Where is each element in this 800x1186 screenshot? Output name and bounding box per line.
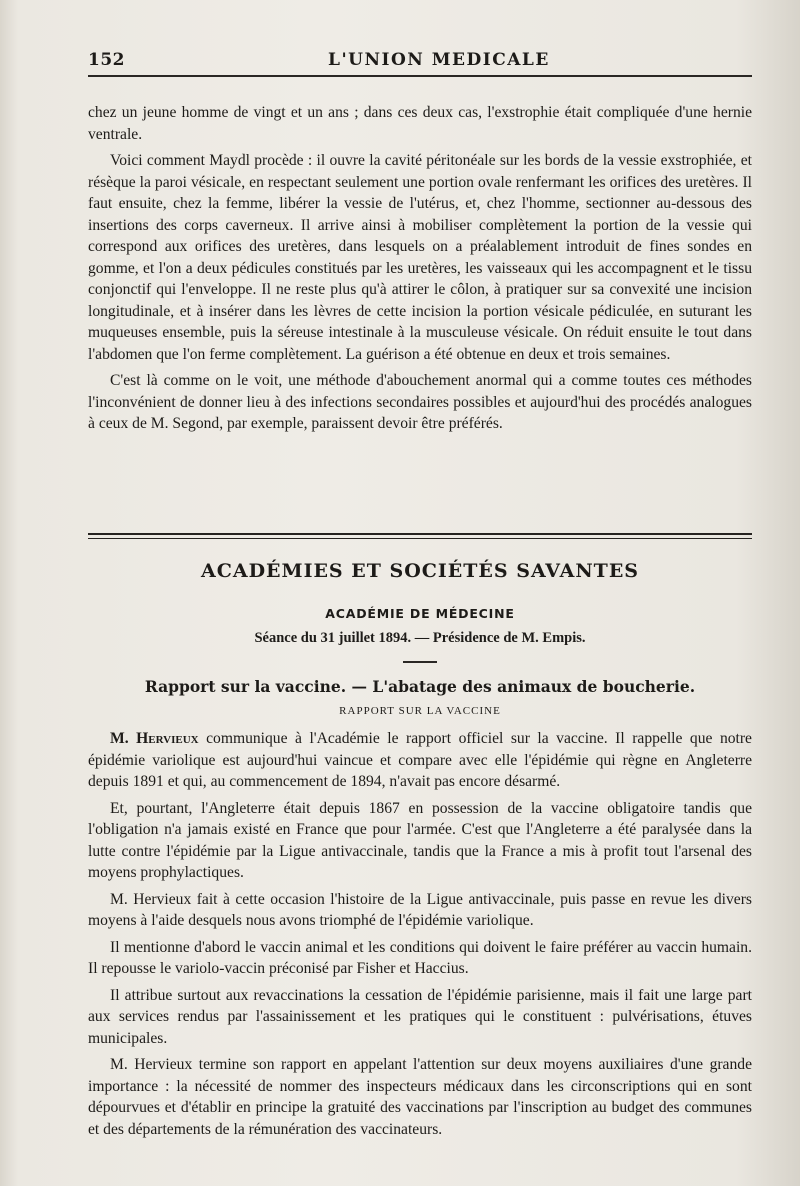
report-title: Rapport sur la vaccine. — L'abatage des animaux de boucherie. [144,677,696,696]
journal-title: L'UNION MEDICALE [328,50,550,70]
speaker-name: M. Hervieux [110,730,199,747]
report-subtitle: RAPPORT SUR LA VACCINE [339,705,501,717]
paragraph-text: communique à l'Académie le rapport officiel sur la vaccine. Il rappelle que notre épidémie variolique est aujourd'hui vaincue et compare avec elle l'épidémie qui règne en Angleterre depuis 1891 et qui, au commencement de 1894, n'avait pas encore désarmé. [88,730,752,790]
seance-line: Séance du 31 juillet 1894. — Présidence de M. Empis. [254,630,586,646]
page-number: 152 [88,50,125,70]
paragraph [88,728,752,793]
section-divider [88,533,752,539]
paragraph: M. Hervieux fait à cette occasion l'histoire de la Ligue antivaccinale, puis passe en revue les divers moyens à l'aide desquels nous avons triomphé de l'épidémie variolique. [88,890,752,929]
paragraph: Il mentionne d'abord le vaccin animal et les conditions qui doivent le faire préférer au vaccin humain. Il repousse le variolo-vaccin préconisé par Fisher et Haccius. [88,938,752,977]
paragraph: Voici comment Maydl procède : il ouvre la cavité péritonéale sur les bords de la vessie exstrophiée, et résèque la paroi vésicale, en respectant seulement une portion ovale renfermant les orifices des uretères. Il faut ensuite, chez la femme, libérer la vessie de l'utérus, et, chez l'homme, sectionner au-dessous des insertions des corps caverneux. Il arrive ainsi à mobiliser complètement la portion de la vessie qui correspond aux orifices des uretères, dans lesquels on a préalablement introduit de fines sondes en gomme, et l'on a deux pédicules constitués par les uretères, les vaisseaux qui les accompagnent et le tissu conjonctif qui l'enveloppe. Il ne reste plus qu'à attirer le côlon, à pratiquer sur sa convexité une incision longitudinale, et à insérer dans les lèvres de cette incision la portion vésicale pédiculée, en suturant les muqueuses ensemble, puis la séreuse intestinale à la musculeuse vésicale. On réduit ensuite le tout dans l'abdomen que l'on ferme complètement. La guérison a été obtenue en deux et trois semaines. [88,152,752,363]
section-title: ACADÉMIES ET SOCIÉTÉS SAVANTES [200,560,640,582]
running-head [88,48,752,72]
short-rule [403,661,437,663]
bottom-text-block [88,728,752,1145]
paragraph: M. Hervieux termine son rapport en appelant l'attention sur deux moyens auxiliaires d'une grande importance : la nécessité de nommer des inspecteurs médicaux dans les circonscriptions qui en sont dépourvues et d'établir en principe la gratuité des vaccinations par l'inscription au budget des communes et des départements de la rémunération des vaccinateurs. [88,1056,752,1138]
paragraph: Et, pourtant, l'Angleterre était depuis 1867 en possession de la vaccine obligatoire tandis que l'obligation n'a jamais existé en France que pour l'armée. C'est que l'Angleterre a été paralysée dans la lutte contre l'épidémie par la Ligue antivaccinale, tandis que la France a mis à profit tout l'arsenal des moyens prophylactiques. [88,799,752,881]
academy-heading: ACADÉMIE DE MÉDECINE [325,606,515,621]
header-rule [88,75,752,77]
top-text-block [88,102,752,440]
paragraph: Il attribue surtout aux revaccinations la cessation de l'épidémie parisienne, mais il fait une large part aux services rendus par l'assainissement et les pratiques qui le constituent : pulvérisations, étuves municipales. [88,986,752,1047]
paragraph: chez un jeune homme de vingt et un ans ; dans ces deux cas, l'exstrophie était compliquée d'une hernie ventrale. [88,104,752,143]
paragraph: C'est là comme on le voit, une méthode d'abouchement anormal qui a comme toutes ces méthodes l'inconvénient de donner lieu à des infections secondaires possibles et aujourd'hui des procédés analogues à ceux de M. Segond, par exemple, paraissent devoir être préférés. [88,372,752,432]
